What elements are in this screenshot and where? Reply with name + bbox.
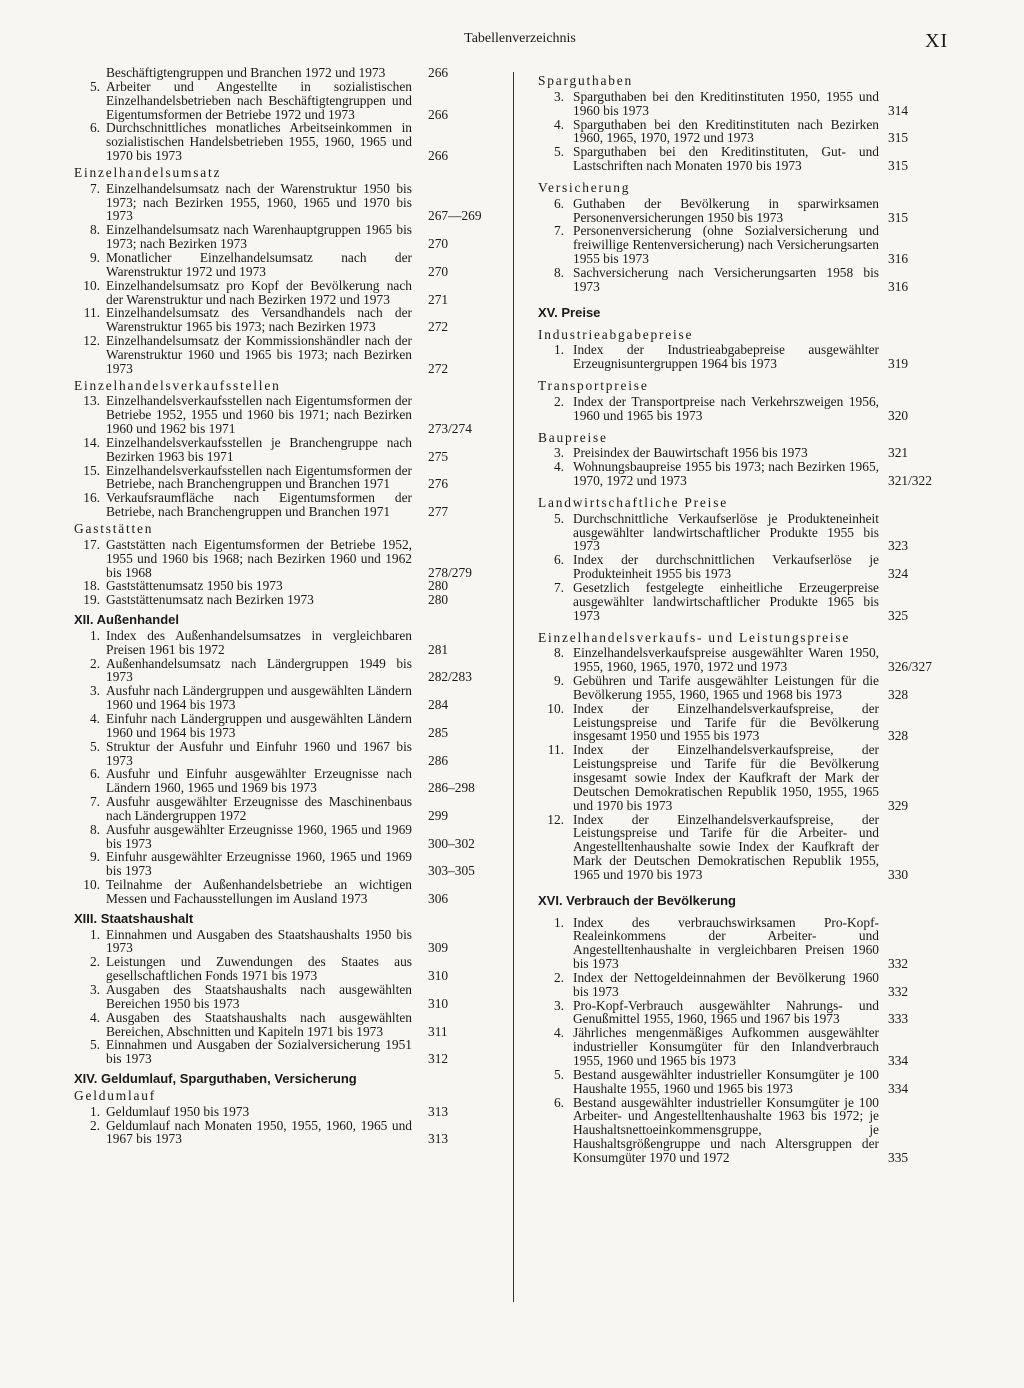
- entry-page: 267—269: [428, 208, 482, 224]
- entry-title: Durchschnittliches monatliches Arbeitseinkommen in sozialistischen Handelsbetrieben 1955, 1960, 1965 und 1970 bis 1973: [106, 120, 412, 164]
- entry-title: Bestand ausgewählter industrieller Konsumgüter je 100 Haushalte 1955, 1960 und 1965 bis 1973: [573, 1066, 879, 1096]
- entry-page: 313: [428, 1131, 449, 1147]
- toc-entry[interactable]: [538, 512, 918, 554]
- toc-entry[interactable]: [74, 850, 504, 878]
- entry-number: 18.: [83, 578, 100, 594]
- toc-entry[interactable]: [538, 266, 918, 294]
- toc-entry[interactable]: [74, 66, 504, 80]
- toc-entry[interactable]: [538, 118, 918, 146]
- toc-entry[interactable]: [74, 182, 504, 224]
- entry-number: 8.: [89, 222, 100, 238]
- toc-entry[interactable]: [74, 334, 504, 376]
- entry-page: 316: [888, 251, 909, 267]
- chapter-heading: XIV. Geldumlauf, Sparguthaben, Versicherung: [74, 1071, 357, 1087]
- entry-title: Einfuhr nach Ländergruppen und ausgewählten Ländern 1960 und 1964 bis 1973: [106, 710, 412, 740]
- entry-page: 315: [888, 130, 909, 146]
- entry-number: 19.: [83, 592, 100, 608]
- entry-number: 8.: [553, 645, 564, 661]
- entry-number: 2.: [553, 393, 564, 409]
- toc-entry[interactable]: [538, 395, 918, 423]
- entry-title: Sparguthaben bei den Kreditinstituten nach Bezirken 1960, 1965, 1970, 1972 und 1973: [573, 116, 879, 146]
- chapter-heading: XVI. Verbrauch der Bevölkerung: [538, 892, 736, 908]
- entry-title: Leistungen und Zuwendungen des Staates aus gesellschaftlichen Fonds 1971 bis 1973: [106, 954, 412, 984]
- entry-number: 4.: [553, 459, 564, 475]
- entry-number: 10.: [83, 277, 100, 293]
- entry-page: 266: [428, 106, 449, 122]
- entry-page: 303–305: [428, 863, 475, 879]
- toc-entry[interactable]: [74, 593, 504, 607]
- toc-entry[interactable]: [74, 223, 504, 251]
- entry-page: 278/279: [428, 564, 472, 580]
- entry-number: 10.: [547, 700, 564, 716]
- entry-number: 5.: [553, 510, 564, 526]
- toc-entry[interactable]: [74, 279, 504, 307]
- chapter-heading: XII. Außenhandel: [74, 612, 179, 628]
- entry-page: 285: [428, 724, 449, 740]
- toc-entry[interactable]: [74, 579, 504, 593]
- entry-page: 324: [888, 566, 909, 582]
- entry-title: Ausgaben des Staatshaushalts nach ausgewählten Bereichen 1950 bis 1973: [106, 982, 412, 1011]
- entry-page: 320: [888, 407, 909, 423]
- entry-page: 271: [428, 291, 449, 307]
- entry-page: 275: [428, 448, 449, 464]
- entry-title: Ausgaben des Staatshaushalts nach ausgewählten Bereichen, Abschnitten und Kapiteln 1971 bis 1973: [106, 1009, 412, 1039]
- entry-number: 5.: [553, 144, 564, 160]
- entry-title: Preisindex der Bauwirtschaft 1956 bis 1973: [573, 445, 808, 461]
- toc-entry[interactable]: [538, 90, 918, 118]
- entry-page: 309: [428, 940, 449, 956]
- section-heading: Geldumlauf: [74, 1087, 156, 1103]
- entry-page: 266: [428, 65, 449, 80]
- entry-page: 310: [428, 995, 449, 1011]
- section-heading: Landwirtschaftliche Preise: [538, 494, 728, 510]
- section-heading: Einzelhandelsumsatz: [74, 164, 222, 180]
- entry-title: Arbeiter und Angestellte in sozialistischen Einzelhandelsbetrieben nach Beschäftigtengruppen und Eigentumsformen der Betriebe 1972 und 1973: [106, 78, 412, 122]
- entry-page: 280: [428, 578, 449, 594]
- toc-entry[interactable]: [74, 684, 504, 712]
- entry-number: 9.: [89, 849, 100, 865]
- entry-number: 17.: [83, 536, 100, 552]
- entry-page: 316: [888, 278, 909, 294]
- entry-number: 1.: [553, 342, 564, 358]
- entry-title: Gaststättenumsatz 1950 bis 1973: [106, 578, 283, 594]
- toc-entry[interactable]: [538, 813, 918, 882]
- entry-title: Bestand ausgewählter industrieller Konsumgüter je 100 Arbeiter- und Angestelltenhaushalte 1963 bis 1972; je Haushaltsnettoeinkommensgruppe, je Haushaltsgrößengruppe und nach Altersgruppen der Konsumgüter 1970 und 1972: [573, 1094, 879, 1165]
- entry-number: 6.: [553, 195, 564, 211]
- entry-number: 16.: [83, 490, 100, 506]
- entry-page: 323: [888, 538, 909, 554]
- entry-number: 8.: [89, 821, 100, 837]
- entry-title: Einnahmen und Ausgaben des Staatshaushalts 1950 bis 1973: [106, 926, 412, 956]
- toc-entry[interactable]: [538, 971, 918, 999]
- page-header-title: Tabellenverzeichnis: [464, 31, 576, 46]
- entry-title: Index der durchschnittlichen Verkaufserlöse je Produkteinheit 1955 bis 1973: [573, 552, 879, 582]
- entry-title: Einnahmen und Ausgaben der Sozialversicherung 1951 bis 1973: [106, 1037, 412, 1067]
- section-heading: Industrieabgabepreise: [538, 326, 694, 342]
- entry-page: 270: [428, 263, 449, 279]
- toc-entry[interactable]: [74, 795, 504, 823]
- entry-title: Sachversicherung nach Versicherungsarten 1958 bis 1973: [573, 264, 879, 294]
- entry-title: Monatlicher Einzelhandelsumsatz nach der Warenstruktur 1972 und 1973: [106, 249, 412, 279]
- entry-title: Index der Transportpreise nach Verkehrszweigen 1956, 1960 und 1965 bis 1973: [573, 393, 879, 423]
- entry-page: 270: [428, 236, 449, 252]
- entry-number: 2.: [89, 655, 100, 671]
- section-heading: Einzelhandelsverkaufs- und Leistungspreise: [538, 629, 851, 645]
- entry-page: 266: [428, 148, 449, 164]
- toc-entry[interactable]: [538, 645, 932, 675]
- entry-page: 332: [888, 956, 909, 972]
- entry-page: 276: [428, 476, 449, 492]
- entry-title: Ausfuhr ausgewählter Erzeugnisse des Maschinenbaus nach Ländergruppen 1972: [106, 794, 412, 823]
- toc-column-left: [74, 66, 504, 1146]
- toc-entry[interactable]: [74, 955, 504, 983]
- toc-entry[interactable]: [74, 1011, 504, 1039]
- toc-entry[interactable]: [74, 629, 504, 657]
- entry-page: 319: [888, 356, 909, 372]
- entry-number: 5.: [89, 738, 100, 754]
- entry-number: 1.: [89, 1103, 100, 1119]
- toc-entry[interactable]: [74, 767, 504, 795]
- entry-title: Guthaben der Bevölkerung in sparwirksamen Personenversicherungen 1950 bis 1973: [573, 195, 879, 225]
- entry-number: 9.: [553, 673, 564, 689]
- section-heading: Baupreise: [538, 429, 608, 445]
- entry-title: Ausfuhr ausgewählter Erzeugnisse 1960, 1965 und 1969 bis 1973: [106, 821, 412, 851]
- entry-page: 330: [888, 866, 909, 882]
- entry-title: Pro-Kopf-Verbrauch ausgewählter Nahrungs- und Genußmittel 1955, 1960, 1965 und 1967 bis 1973: [573, 997, 879, 1027]
- entry-number: 11.: [547, 742, 564, 758]
- entry-page: 332: [888, 983, 909, 999]
- entry-page: 334: [888, 1053, 909, 1068]
- entry-page: 299: [428, 807, 449, 823]
- entry-page: 328: [888, 728, 909, 744]
- toc-entry[interactable]: [74, 1038, 504, 1066]
- entry-number: 2.: [553, 969, 564, 985]
- toc-entry[interactable]: [74, 306, 504, 334]
- entry-number: 4.: [553, 1025, 564, 1041]
- entry-title: Gebühren und Tarife ausgewählter Leistungen für die Bevölkerung 1955, 1960, 1965 und 1968 bis 1973: [573, 673, 879, 702]
- entry-number: 7.: [553, 223, 564, 239]
- entry-number: 4.: [89, 1009, 100, 1025]
- entry-title: Verkaufsraumfläche nach Eigentumsformen der Betriebe, nach Branchengruppen und Branchen 1971: [106, 490, 412, 520]
- toc-entry[interactable]: [538, 343, 918, 371]
- toc-entry[interactable]: [74, 538, 504, 580]
- entry-number: 5.: [553, 1066, 564, 1082]
- entry-number: 13.: [83, 393, 100, 409]
- toc-entry[interactable]: [538, 224, 918, 266]
- entry-number: 3.: [89, 683, 100, 699]
- toc-entry[interactable]: [74, 436, 504, 464]
- toc-entry[interactable]: [74, 1105, 504, 1119]
- entry-number: 8.: [553, 264, 564, 280]
- entry-number: 1.: [553, 914, 564, 930]
- entry-title: Einfuhr ausgewählter Erzeugnisse 1960, 1965 und 1969 bis 1973: [106, 849, 412, 879]
- page-number: XI: [925, 30, 949, 52]
- section-heading: Transportpreise: [538, 378, 649, 394]
- entry-page: 312: [428, 1051, 449, 1067]
- entry-title: Wohnungsbaupreise 1955 bis 1973; nach Bezirken 1965, 1970, 1972 und 1973: [573, 459, 879, 489]
- entry-page: 281: [428, 641, 449, 657]
- toc-entry[interactable]: [74, 80, 504, 122]
- entry-title: Einzelhandelsumsatz nach der Warenstruktur 1950 bis 1973; nach Bezirken 1955, 1960, 1965 und 1970 bis 1973: [106, 180, 412, 224]
- entry-number: 6.: [553, 1094, 564, 1110]
- entry-page: 311: [428, 1023, 448, 1039]
- toc-entry[interactable]: [538, 1068, 918, 1096]
- section-heading: Einzelhandelsverkaufsstellen: [74, 377, 281, 393]
- entry-title: Durchschnittliche Verkaufserlöse je Produkteneinheit ausgewählter landwirtschaftlicher Produkte 1955 bis 1973: [573, 510, 879, 554]
- entry-page: 306: [428, 890, 449, 906]
- entry-number: 6.: [89, 120, 100, 136]
- toc-entry[interactable]: [74, 823, 504, 851]
- entry-title: Sparguthaben bei den Kreditinstituten 1950, 1955 und 1960 bis 1973: [573, 88, 879, 118]
- entry-number: 9.: [89, 249, 100, 265]
- entry-number: 3.: [553, 445, 564, 461]
- entry-title: Gaststättenumsatz nach Bezirken 1973: [106, 592, 314, 608]
- entry-page: 334: [888, 1080, 909, 1096]
- toc-entry[interactable]: [538, 581, 918, 623]
- toc-entry[interactable]: [538, 743, 918, 812]
- entry-page: 286–298: [428, 780, 475, 796]
- entry-number: 1.: [89, 627, 100, 643]
- entry-title: Personenversicherung (ohne Sozialversicherung und freiwillige Rentenversicherung) nach Versicherungsarten 1955 bis 1973: [573, 223, 879, 267]
- entry-page: 310: [428, 968, 449, 984]
- column-divider: [513, 72, 514, 1302]
- entry-number: 3.: [553, 88, 564, 104]
- entry-page: 314: [888, 102, 909, 118]
- entry-title: Struktur der Ausfuhr und Einfuhr 1960 und 1967 bis 1973: [106, 738, 412, 768]
- entry-title: Einzelhandelsumsatz der Kommissionshändler nach der Warenstruktur 1960 und 1965 bis 1973; nach Bezirken 1973: [106, 333, 412, 376]
- entry-page: 313: [428, 1103, 449, 1119]
- entry-page: 284: [428, 697, 449, 713]
- entry-number: 10.: [83, 877, 100, 893]
- toc-entry[interactable]: [74, 464, 504, 492]
- entry-page: 329: [888, 797, 909, 813]
- entry-number: 4.: [89, 710, 100, 726]
- toc-entry[interactable]: [74, 491, 504, 519]
- entry-title: Gesetzlich festgelegte einheitliche Erzeugerpreise ausgewählter landwirtschaftlicher Produkte 1965 bis 1973: [573, 580, 879, 623]
- toc-entry[interactable]: [538, 674, 918, 702]
- toc-entry[interactable]: [538, 1026, 918, 1068]
- entry-title: Einzelhandelsverkaufsstellen je Branchengruppe nach Bezirken 1963 bis 1971: [106, 434, 412, 464]
- entry-title: Ausfuhr nach Ländergruppen und ausgewählten Ländern 1960 und 1964 bis 1973: [106, 683, 412, 713]
- entry-title: Teilnahme der Außenhandelsbetriebe an wichtigen Messen und Fachausstellungen im Ausland 1973: [106, 877, 412, 906]
- entry-page: 333: [888, 1011, 909, 1027]
- entry-page: 315: [888, 158, 909, 174]
- entry-number: 3.: [89, 982, 100, 997]
- toc-entry[interactable]: [74, 928, 504, 956]
- entry-number: 2.: [89, 954, 100, 970]
- entry-title: Geldumlauf 1950 bis 1973: [106, 1103, 250, 1119]
- entry-title: Gaststätten nach Eigentumsformen der Betriebe 1952, 1955 und 1960 bis 1968; nach Bezirken 1960 und 1962 bis 1968: [106, 536, 412, 580]
- entry-number: 6.: [553, 552, 564, 568]
- entry-number: 7.: [89, 180, 100, 196]
- entry-number: 14.: [83, 434, 100, 450]
- entry-title: Index des verbrauchswirksamen Pro-Kopf-Realeinkommens der Arbeiter- und Angestelltenhaushalte in vergleichbaren Preisen 1960 bis 1973: [573, 914, 879, 972]
- toc-entry[interactable]: [538, 197, 918, 225]
- toc-entry[interactable]: [538, 702, 918, 744]
- toc-entry[interactable]: [538, 999, 918, 1027]
- entry-number: 7.: [553, 580, 564, 595]
- toc-entry[interactable]: [74, 712, 504, 740]
- entry-page: 280: [428, 592, 449, 608]
- entry-number: 11.: [83, 305, 100, 321]
- entry-number: 5.: [89, 1037, 100, 1053]
- entry-title: Index der Einzelhandelsverkaufspreise, der Leistungspreise und Tarife für die Arbeiter- und Angestelltenhaushalte sowie Index der Kaufkraft der Mark der Deutschen Demokratischen Republik 1955, 1965 und 1970 bis 1973: [573, 811, 879, 882]
- entry-number: 2.: [89, 1117, 100, 1133]
- entry-number: 7.: [89, 794, 100, 810]
- toc-entry[interactable]: [74, 983, 504, 1011]
- entry-number: 5.: [89, 78, 100, 94]
- chapter-heading: XV. Preise: [538, 304, 601, 320]
- entry-number: 12.: [547, 811, 564, 827]
- entry-number: 4.: [553, 116, 564, 132]
- toc-entry[interactable]: [538, 1096, 918, 1165]
- entry-title: Außenhandelsumsatz nach Ländergruppen 1949 bis 1973: [106, 655, 412, 685]
- entry-title: Sparguthaben bei den Kreditinstituten, Gut- und Lastschriften nach Monaten 1970 bis 1973: [573, 144, 879, 174]
- toc-column-right: [538, 66, 932, 1165]
- entry-title: Einzelhandelsverkaufsstellen nach Eigentumsformen der Betriebe 1952, 1955 und 1960 bis 1971; nach Bezirken 1960 und 1962 bis 1971: [106, 393, 412, 437]
- entry-page: 321/322: [888, 473, 932, 489]
- entry-title: Einzelhandelsumsatz nach Warenhauptgruppen 1965 bis 1973; nach Bezirken 1973: [106, 222, 412, 252]
- entry-title: Einzelhandelsverkaufspreise ausgewählter Waren 1950, 1955, 1960, 1965, 1970, 1972 und 1973: [573, 645, 879, 675]
- entry-title: Ausfuhr und Einfuhr ausgewählter Erzeugnisse nach Ländern 1960, 1965 und 1969 bis 1973: [106, 766, 412, 796]
- toc-entry[interactable]: [538, 446, 918, 460]
- entry-title: Beschäftigtengruppen und Branchen 1972 und 1973: [106, 65, 386, 80]
- entry-number: 3.: [553, 997, 564, 1013]
- entry-title: Einzelhandelsverkaufsstellen nach Eigentumsformen der Betriebe, nach Branchengruppen und Branchen 1971: [106, 462, 412, 492]
- section-heading: Gaststätten: [74, 521, 154, 536]
- entry-title: Index der Industrieabgabepreise ausgewählter Erzeugnisuntergruppen 1964 bis 1973: [573, 342, 879, 372]
- entry-page: 277: [428, 504, 449, 520]
- section-heading: Versicherung: [538, 179, 631, 195]
- toc-entry[interactable]: [74, 657, 504, 685]
- entry-page: 273/274: [428, 421, 472, 437]
- toc-entry[interactable]: [74, 394, 504, 436]
- toc-entry[interactable]: [538, 145, 918, 173]
- entry-page: 272: [428, 360, 449, 376]
- chapter-heading: XIII. Staatshaushalt: [74, 910, 194, 926]
- entry-page: 321: [888, 445, 909, 461]
- entry-title: Index der Einzelhandelsverkaufspreise, der Leistungspreise und Tarife für die Bevölkerung insgesamt sowie Index der Kaufkraft der Mark der Deutschen Demokratischen Republik 1950, 1955, 1965 und 1970 bis 1973: [573, 742, 879, 813]
- toc-entry[interactable]: [74, 1119, 504, 1147]
- entry-page: 300–302: [428, 835, 475, 851]
- toc-entry[interactable]: [74, 251, 504, 279]
- toc-entry[interactable]: [538, 553, 918, 581]
- section-heading: Sparguthaben: [538, 73, 633, 88]
- entry-page: 335: [888, 1149, 909, 1165]
- entry-title: Index der Nettogeldeinnahmen der Bevölkerung 1960 bis 1973: [573, 969, 879, 999]
- toc-entry[interactable]: [74, 740, 504, 768]
- entry-page: 282/283: [428, 669, 472, 685]
- entry-page: 286: [428, 752, 449, 768]
- toc-entry[interactable]: [538, 459, 932, 489]
- entry-title: Geldumlauf nach Monaten 1950, 1955, 1960, 1965 und 1967 bis 1973: [106, 1117, 412, 1147]
- toc-entry[interactable]: [538, 916, 918, 971]
- entry-title: Jährliches mengenmäßiges Aufkommen ausgewählter industrieller Konsumgüter für den Inlandverbrauch 1955, 1960 und 1965 bis 1973: [573, 1025, 879, 1068]
- entry-page: 272: [428, 319, 449, 335]
- toc-entry[interactable]: [74, 121, 504, 163]
- entry-page: 328: [888, 686, 909, 702]
- entry-number: 6.: [89, 766, 100, 782]
- entry-page: 315: [888, 209, 909, 225]
- entry-title: Einzelhandelsumsatz des Versandhandels nach der Warenstruktur 1965 bis 1973; nach Bezirken 1973: [106, 305, 412, 335]
- entry-page: 326/327: [888, 659, 932, 675]
- entry-page: 325: [888, 607, 909, 623]
- entry-number: 1.: [89, 926, 100, 942]
- entry-title: Index des Außenhandelsumsatzes in vergleichbaren Preisen 1961 bis 1972: [106, 627, 412, 657]
- entry-title: Einzelhandelsumsatz pro Kopf der Bevölkerung nach der Warenstruktur und nach Bezirken 1972 und 1973: [106, 277, 412, 307]
- toc-entry[interactable]: [74, 878, 504, 906]
- entry-number: 12.: [83, 333, 100, 349]
- entry-number: 15.: [83, 462, 100, 478]
- entry-title: Index der Einzelhandelsverkaufspreise, der Leistungspreise und Tarife für die Bevölkerung insgesamt 1950 und 1955 bis 1973: [573, 700, 879, 744]
